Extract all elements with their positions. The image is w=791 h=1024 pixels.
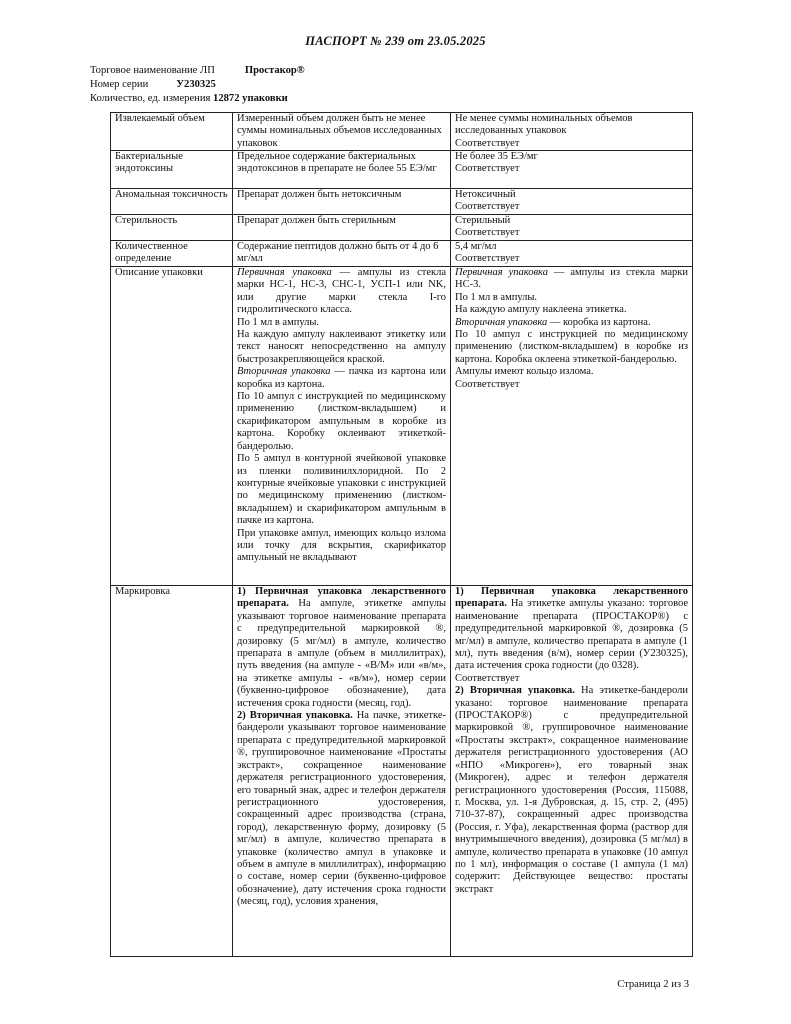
- table-row: [111, 189, 693, 215]
- result-cell: Нетоксичный Соответствует: [451, 189, 693, 215]
- page-title: ПАСПОРТ № 239 от 23.05.2025: [305, 34, 486, 48]
- param-cell: Стерильность: [111, 215, 233, 241]
- table-row: [111, 151, 693, 189]
- trade-name-label: Торговое наименование ЛП: [90, 65, 215, 76]
- norm-cell: Предельное содержание бактериальных эндотоксинов в препарате не более 55 ЕЭ/мг: [233, 151, 451, 189]
- table-row: [111, 215, 693, 241]
- param-cell: Аномальная токсичность: [111, 189, 233, 215]
- result-cell: Стерильный Соответствует: [451, 215, 693, 241]
- result-cell: Не более 35 ЕЭ/мг Соответствует: [451, 151, 693, 189]
- passport-header: [90, 64, 305, 106]
- result-cell: Первичная упаковка — ампулы из стекла марки НС-3. По 1 мл в ампулы. На каждую ампулу наклеена этикетка. Вторичная упаковка — коробка из картона. По 10 ампул с инструкцией по медицинскому применению (листком-вкладышем) в коробке из картона. Коробка оклеена этикеткой-бандеролью. Ампулы имеют кольцо излома. Соответствует: [451, 267, 693, 586]
- trade-name-line: [90, 64, 305, 78]
- quantity-value: 12872 упаковки: [213, 93, 288, 104]
- series-value: У230325: [176, 79, 216, 90]
- param-cell: Количественное определение: [111, 241, 233, 267]
- param-cell: Маркировка: [111, 586, 233, 957]
- param-cell: Бактериальные эндотоксины: [111, 151, 233, 189]
- table-row: [111, 241, 693, 267]
- result-cell: Не менее суммы номинальных объемов исследованных упаковок Соответствует: [451, 113, 693, 151]
- table-row-packaging: [111, 267, 693, 586]
- result-cell: 5,4 мг/мл Соответствует: [451, 241, 693, 267]
- param-cell: Извлекаемый объем: [111, 113, 233, 151]
- quality-table: [110, 112, 693, 957]
- result-cell: 1) Первичная упаковка лекарственного препарата. На этикетке ампулы указано: торговое наименование препарата (ПРОСТАКОР®) с предупредительной маркировкой ®, дозировка (5 мг/мл) в ампуле, количество препарата в ампуле (1 мл), путь введения (в/м), номер серии (У230325), дата истечения срока годности (до 0328). Соответствует 2) Вторичная упаковка. На этикетке-бандероли указано: торговое наименование препарата (ПРОСТАКОР®) с предупредительной маркировкой ®, группировочное наименование «Простаты экстракт», сокращенное наименование держателя регистрационного удостоверения (АО «НПО «Микроген»), его товарный знак (Микроген), адрес и телефон держателя регистрационного удостоверения (Россия, 115088, г. Москва, ул. 1-я Дубровская, д. 15, стр. 2, (495) 710-37-87), сокращенный адрес производства (Россия, г. Уфа), лекарственная форма (раствор для внутримышечного введения), дозировка (5 мг/мл) в ампуле, количество препарата в упаковке (10 ампул по 1 мл), информация о составе (1 ампула (1 мл) содержит: Действующее вещество: простаты экстракт: [451, 586, 693, 957]
- norm-cell: 1) Первичная упаковка лекарственного препарата. На ампуле, этикетке ампулы указывают торговое наименование препарата с предупредительной маркировкой ®, дозировку (5 мг/мл) в ампуле, количество препарата в ампуле (объем в миллилитрах), путь введения (на ампуле - «В/М» или «в/м», на этикетке ампулы - «в/м»), номер серии (буквенно-цифровое обозначение), дата истечения срока годности (месяц, год). 2) Вторичная упаковка. На пачке, этикетке-бандероли указывают торговое наименование препарата с предупредительной маркировкой ®, группировочное наименование «Простаты экстракт», сокращенное наименование держателя регистрационного удостоверения, его товарный знак, адрес и телефон держателя регистрационного удостоверения, сокращенный адрес производства (страна, город), лекарственную форму, дозировку (5 мг/мл) в ампуле, количество препарата в упаковке (количество ампул в упаковке и объем в ампуле в миллилитрах), информацию о составе, номер серии (буквенно-цифровое обозначение), дату истечения срока годности (месяц, год), условия хранения,: [233, 586, 451, 957]
- quantity-line: [90, 92, 305, 106]
- norm-cell: Препарат должен быть стерильным: [233, 215, 451, 241]
- series-label: Номер серии: [90, 79, 149, 90]
- table-row: [111, 113, 693, 151]
- series-line: [90, 78, 305, 92]
- trade-name-value: Простакор®: [244, 65, 305, 76]
- param-cell: Описание упаковки: [111, 267, 233, 586]
- norm-cell: Содержание пептидов должно быть от 4 до 6 мг/мл: [233, 241, 451, 267]
- norm-cell: Первичная упаковка — ампулы из стекла марки НС-1, НС-3, СНС-1, УСП-1 или NK, или другие марки стекла I-го гидролитического класса. По 1 мл в ампулы. На каждую ампулу наклеивают этикетку или текст наносят непосредственно на ампулу быстрозакрепляющейся краской. Вторичная упаковка — пачка из картона или коробка из картона. По 10 ампул с инструкцией по медицинскому применению (листком-вкладышем) и скарификатором ампульным в коробке из картона. Коробку оклеивают этикеткой-бандеролью. По 5 ампул в контурной ячейковой упаковке из пленки поливинилхлоридной. По 2 контурные ячейковые упаковки с инструкцией по медицинскому применению (листком-вкладышем) и скарификатором ампульным в пачке из картона. При упаковке ампул, имеющих кольцо излома или точку для вскрытия, скарификатор ампульный не вкладывают: [233, 267, 451, 586]
- norm-cell: Измеренный объем должен быть не менее суммы номинальных объемов исследованных упаковок: [233, 113, 451, 151]
- table-row-marking: [111, 586, 693, 957]
- page-number: Страница 2 из 3: [617, 979, 689, 990]
- norm-cell: Препарат должен быть нетоксичным: [233, 189, 451, 215]
- quantity-label: Количество, ед. измерения: [90, 93, 211, 104]
